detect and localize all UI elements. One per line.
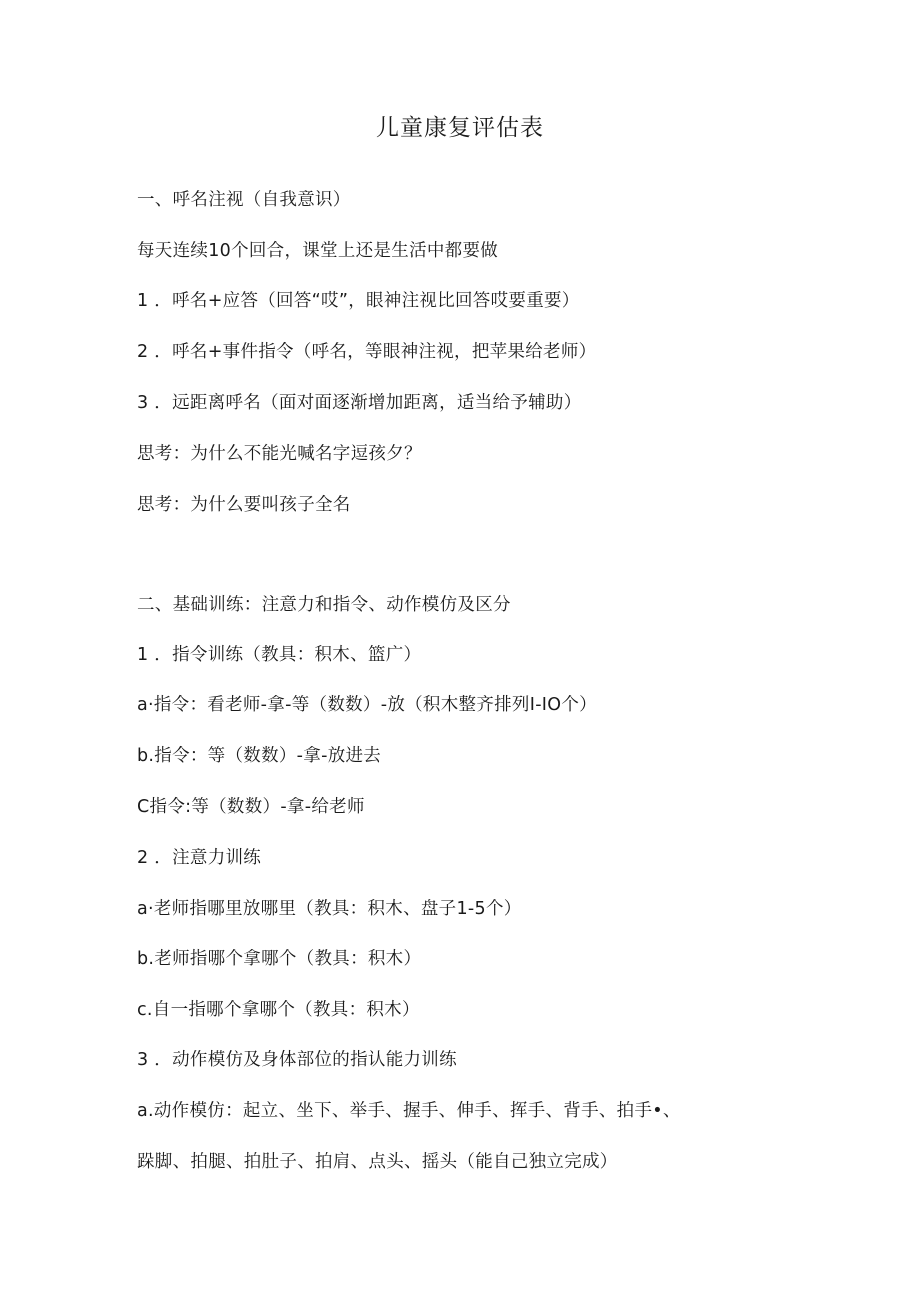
list-item-continuation: 跺脚、拍腿、拍肚子、拍肩、点头、摇头（能自己独立完成） — [137, 1152, 618, 1172]
list-item: 2 ．呼名+事件指令（呼名，等眼神注视，把苹果给老师） — [137, 342, 597, 362]
list-item: 1 ．指令训练（教具：积木、篮广） — [137, 645, 422, 665]
section-heading-1: 一、呼名注视（自我意识） — [137, 190, 351, 210]
list-item: a.动作模仿：起立、坐下、举手、握手、伸手、挥手、背手、拍手•、 — [137, 1101, 681, 1121]
list-item: 3 ．远距离呼名（面对面逐渐增加距离，适当给予辅助） — [137, 393, 582, 413]
list-item: 3 ．动作模仿及身体部位的指认能力训练 — [137, 1050, 457, 1070]
paragraph-line: 思考：为什么不能光喊名字逗孩夕？ — [137, 444, 422, 464]
list-item: 1 ．呼名+应答（回答“哎”，眼神注视比回答哎要重要） — [137, 291, 580, 311]
list-item: b.老师指哪个拿哪个（教具：积木） — [137, 949, 422, 969]
list-item: a·指令：看老师-拿-等（数数）-放（积木整齐排列I-IO个） — [137, 695, 597, 715]
section-heading-2: 二、基础训练：注意力和指令、动作模仿及区分 — [137, 595, 511, 615]
paragraph-line: 思考：为什么要叫孩子全名 — [137, 495, 351, 515]
list-item: 2 ．注意力训练 — [137, 848, 262, 868]
list-item: c.自一指哪个拿哪个（教具：积木） — [137, 1000, 420, 1020]
paragraph-line: 每天连续10个回合，课堂上还是生活中都要做 — [137, 241, 499, 261]
list-item: a·老师指哪里放哪里（教具：积木、盘子1-5个） — [137, 899, 522, 919]
list-item: C指令:等（数数）-拿-给老师 — [137, 797, 365, 817]
list-item: b.指令：等（数数）-拿-放进去 — [137, 746, 382, 766]
document-title: 儿童康复评估表 — [376, 115, 544, 141]
